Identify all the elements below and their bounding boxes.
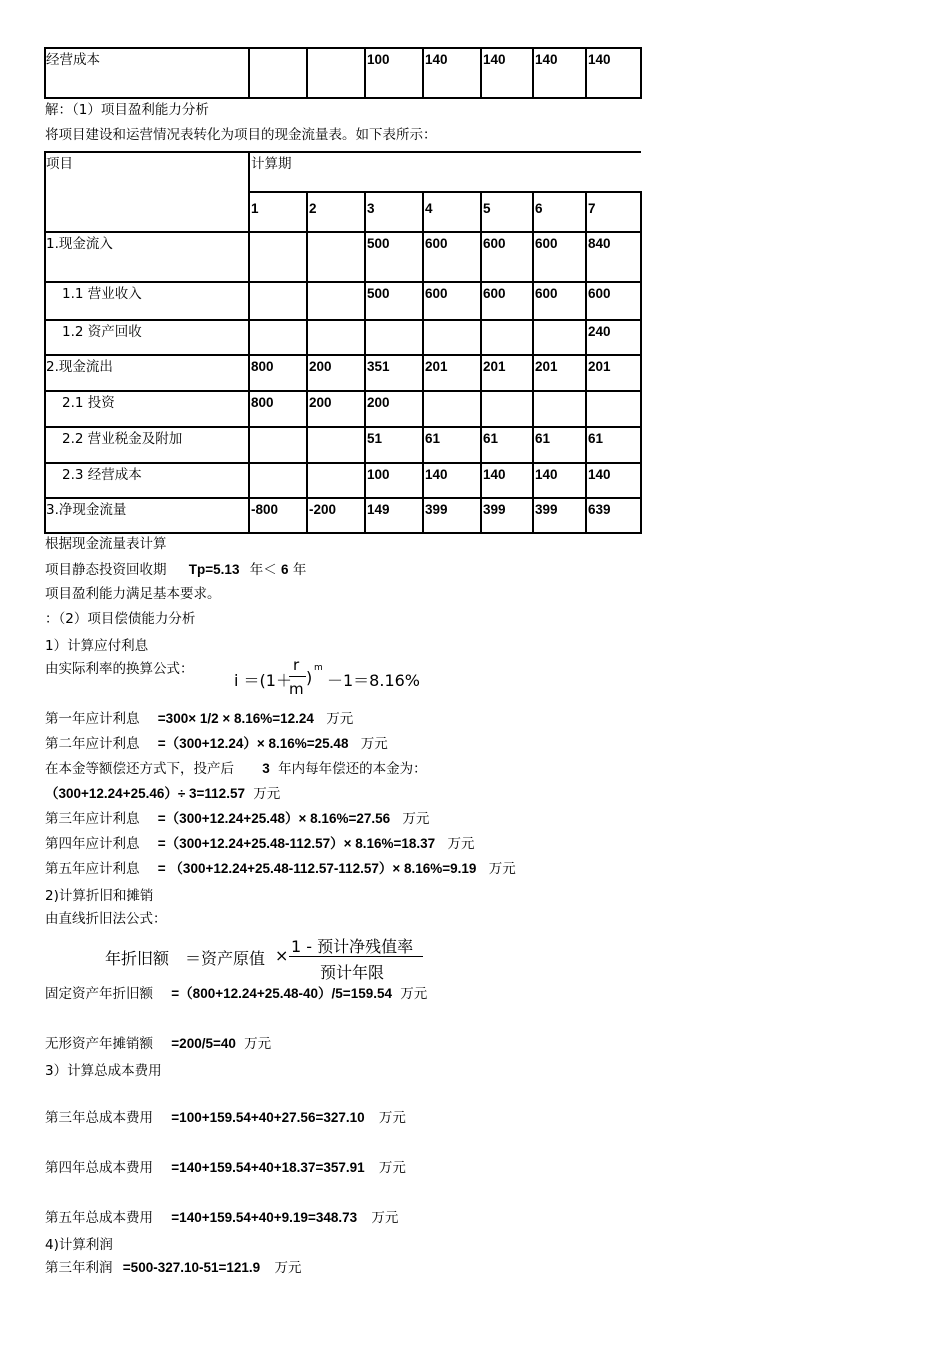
interest-expr: =（300+12.24+25.48）× 8.16%=27.56 [157,811,391,826]
amort-label: 无形资产年摊销额 [45,1036,153,1052]
table-row [45,320,641,355]
table-row [45,498,641,533]
payback-line [45,561,306,579]
profit-line [45,1259,301,1277]
cell [423,320,481,355]
row-label: 2.2 营业税金及附加 [45,427,249,463]
repay-unit: 万元 [253,786,281,802]
depreciation-line [45,985,427,1003]
cell: 140 [423,48,481,98]
interest-line [45,835,474,853]
repay-calc-line [45,785,280,803]
interest-label: 第五年应计利息 [45,861,140,877]
sub-heading: 3）计算总成本费用 [45,1063,162,1079]
intro-text: 将项目建设和运营情况表转化为项目的现金流量表。如下表所示： [45,127,437,143]
cell [481,391,533,427]
interest-unit: 万元 [402,811,430,827]
cash-flow-table [44,151,642,534]
cell: -200 [307,498,365,533]
cell: 200 [365,391,423,427]
cell: 140 [423,463,481,498]
cell: 51 [365,427,423,463]
cell [249,232,307,282]
sub-heading: 1）计算应付利息 [45,638,149,654]
repay-text: 在本金等额偿还方式下，投产后 [45,761,234,777]
cell: 100 [365,463,423,498]
cell: 61 [481,427,533,463]
text-line: 由实际利率的换算公式： [45,661,194,677]
amortization-line [45,1035,271,1053]
cell: 61 [533,427,586,463]
cell [307,232,365,282]
formula-times: × [275,946,289,965]
depr-expr: =（800+12.24+25.48-40）/5=159.54 [171,986,392,1001]
row-label: 2.1 投资 [45,391,249,427]
payback-threshold: 6 [281,562,289,577]
period-header: 2 [307,192,365,232]
formula-exponent: m [314,663,323,673]
row-label: 1.2 资产回收 [45,320,249,355]
cell: 600 [533,282,586,320]
depr-label: 固定资产年折旧额 [45,986,153,1002]
repay-years: 3 [262,761,270,776]
cell [307,427,365,463]
section-heading: ：（2）项目偿债能力分析 [45,611,196,627]
cost-unit: 万元 [378,1110,406,1126]
row-label: 2.现金流出 [45,355,249,391]
cell: 201 [533,355,586,391]
interest-line [45,710,353,728]
cell [249,463,307,498]
cell: 639 [586,498,641,533]
depr-unit: 万元 [400,986,428,1002]
period-header: 4 [423,192,481,232]
cell [249,48,307,98]
interest-expr: =（300+12.24）× 8.16%=25.48 [157,736,349,751]
interest-label: 第三年应计利息 [45,811,140,827]
cost-expr: =100+159.54+40+27.56=327.10 [171,1110,365,1125]
table-row [45,355,641,391]
formula-lhs: 年折旧额 [105,949,170,968]
interest-unit: 万元 [488,861,516,877]
repay-text2: 年内每年偿还的本金为： [278,761,427,777]
cell: 201 [481,355,533,391]
cell: 240 [586,320,641,355]
cell: -800 [249,498,307,533]
period-header: 6 [533,192,586,232]
cell [249,282,307,320]
text-line: 项目盈利能力满足基本要求。 [45,586,221,602]
cost-unit: 万元 [378,1160,406,1176]
cell [481,320,533,355]
cell [307,463,365,498]
formula-lhs: i ＝(1＋ [234,671,292,690]
table-row [45,391,641,427]
cell: 399 [533,498,586,533]
cell: 140 [586,48,641,98]
table-row [45,48,641,98]
cell: 800 [249,391,307,427]
cell: 840 [586,232,641,282]
cost-unit: 万元 [371,1210,399,1226]
payback-value: Tp=5.13 [188,562,240,577]
interest-unit: 万元 [447,836,475,852]
header-period: 计算期 [249,152,641,192]
total-cost-line [45,1159,406,1177]
cell: 800 [249,355,307,391]
period-header: 1 [249,192,307,232]
cost-label: 第五年总成本费用 [45,1210,153,1226]
cell: 149 [365,498,423,533]
amort-expr: =200/5=40 [171,1036,236,1051]
interest-line [45,735,388,753]
period-header: 3 [365,192,423,232]
cell: 600 [586,282,641,320]
total-cost-line [45,1209,398,1227]
formula-numerator: 1 - 预计净残值率 [291,937,414,956]
table-row [45,427,641,463]
cell: 140 [481,48,533,98]
cell [307,48,365,98]
formula-rparen: ) [306,668,313,687]
cell: 399 [481,498,533,533]
interest-label: 第二年应计利息 [45,736,140,752]
cell [586,391,641,427]
formula-denominator: m [289,680,304,698]
payback-label: 项目静态投资回收期 [45,562,167,578]
cost-label: 第四年总成本费用 [45,1160,153,1176]
interest-formula [234,656,434,704]
header-item: 项目 [45,152,249,232]
cell: 351 [365,355,423,391]
cell: 500 [365,232,423,282]
cell: 201 [586,355,641,391]
cell: 600 [423,282,481,320]
interest-label: 第一年应计利息 [45,711,140,727]
cost-expr: =140+159.54+40+18.37=357.91 [171,1160,365,1175]
interest-line [45,810,429,828]
repay-line [45,760,427,778]
cell: 140 [586,463,641,498]
cell: 200 [307,355,365,391]
profit-label: 第三年利润 [45,1260,113,1276]
interest-unit: 万元 [326,711,354,727]
cell [365,320,423,355]
profit-unit: 万元 [274,1260,302,1276]
cell [249,320,307,355]
amort-unit: 万元 [244,1036,272,1052]
cell: 61 [586,427,641,463]
interest-line [45,860,516,878]
top-table [44,47,642,99]
cell: 201 [423,355,481,391]
table-row [45,463,641,498]
cell: 600 [423,232,481,282]
row-label: 1.现金流入 [45,232,249,282]
cell: 600 [533,232,586,282]
cell: 600 [481,232,533,282]
interest-expr: =300× 1/2 × 8.16%=12.24 [157,711,314,726]
fraction-bar [289,676,306,677]
cell: 399 [423,498,481,533]
text-line: 由直线折旧法公式： [45,911,167,927]
row-label: 1.1 营业收入 [45,282,249,320]
payback-unit: 年＜ [249,562,277,578]
sub-heading: 4)计算利润 [45,1237,113,1253]
repay-expr: （300+12.24+25.46）÷ 3=112.57 [45,786,245,801]
cell: 140 [533,48,586,98]
interest-expr: =（300+12.24+25.48-112.57）× 8.16%=18.37 [157,836,436,851]
text-line: 根据现金流量表计算 [45,536,167,552]
formula-numerator: r [293,656,300,674]
depreciation-formula [105,932,435,982]
cell: 500 [365,282,423,320]
interest-label: 第四年应计利息 [45,836,140,852]
row-label: 经营成本 [45,48,249,98]
cell: 140 [533,463,586,498]
payback-unit2: 年 [292,562,307,578]
table-header-row [45,152,641,192]
cell [533,391,586,427]
cell: 600 [481,282,533,320]
cell [249,427,307,463]
fraction-bar [289,956,423,957]
formula-denominator: 预计年限 [320,963,385,982]
table-row [45,282,641,320]
row-label: 2.3 经营成本 [45,463,249,498]
table-row [45,232,641,282]
cell [307,320,365,355]
cell: 200 [307,391,365,427]
cell [423,391,481,427]
cell: 140 [481,463,533,498]
cell: 61 [423,427,481,463]
cell: 100 [365,48,423,98]
cost-label: 第三年总成本费用 [45,1110,153,1126]
intro-heading: 解：（1）项目盈利能力分析 [45,102,209,118]
formula-eq: ＝资产原值 [185,949,266,968]
total-cost-line [45,1109,406,1127]
formula-result: －1＝8.16% [327,671,421,690]
interest-unit: 万元 [360,736,388,752]
period-header: 5 [481,192,533,232]
profit-expr: =500-327.10-51=121.9 [122,1260,261,1275]
interest-expr: = （300+12.24+25.48-112.57-112.57）× 8.16%=9.19 [157,861,477,876]
sub-heading: 2)计算折旧和摊销 [45,888,154,904]
period-header: 7 [586,192,641,232]
cell [533,320,586,355]
cost-expr: =140+159.54+40+9.19=348.73 [171,1210,358,1225]
row-label: 3.净现金流量 [45,498,249,533]
cell [307,282,365,320]
